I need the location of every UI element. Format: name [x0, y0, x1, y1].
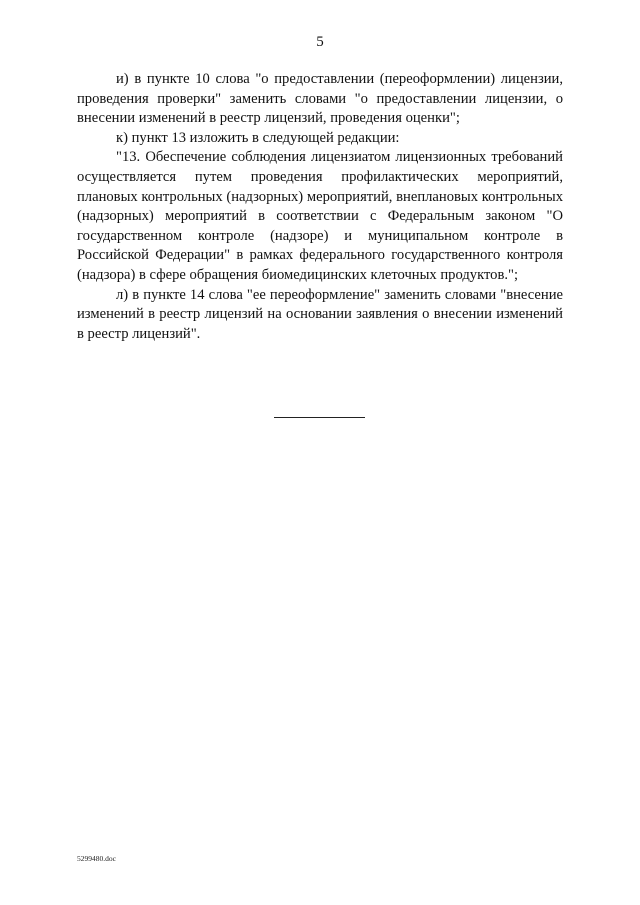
- page-number: 5: [316, 34, 324, 50]
- paragraph-item-k: к) пункт 13 изложить в следующей редакции:: [116, 129, 400, 146]
- paragraph-clause-13: "13. Обеспечение соблюдения лицензиатом лицензионных требований осуществляется путем проведения профилактических мероприятий, плановых контрольных (надзорных) мероприятий, внеплановых контрольных (надзорных) мероприятий в соответствии с Федеральным законом "О государственном контроле (надзоре) и муниципальном контроле в Российской Федерации" в рамках федерального государственного контроля (надзора) в сфере обращения биомедицинских клеточных продуктов.";: [77, 149, 563, 283]
- paragraph-item-i: и) в пункте 10 слова "о предоставлении (переоформлении) лицензии, проведения проверки" заменить словами "о предоставлении лицензии, о внесении изменений в реестр лицензий, проведения оценки";: [77, 71, 563, 127]
- file-reference: 5299480.doc: [77, 854, 116, 863]
- document-body: [77, 70, 563, 344]
- paragraph-item-l: л) в пункте 14 слова "ее переоформление" заменить словами "внесение изменений в реестр лицензий на основании заявления о внесении изменений в реестр лицензий".: [77, 286, 563, 342]
- end-divider: [274, 417, 365, 418]
